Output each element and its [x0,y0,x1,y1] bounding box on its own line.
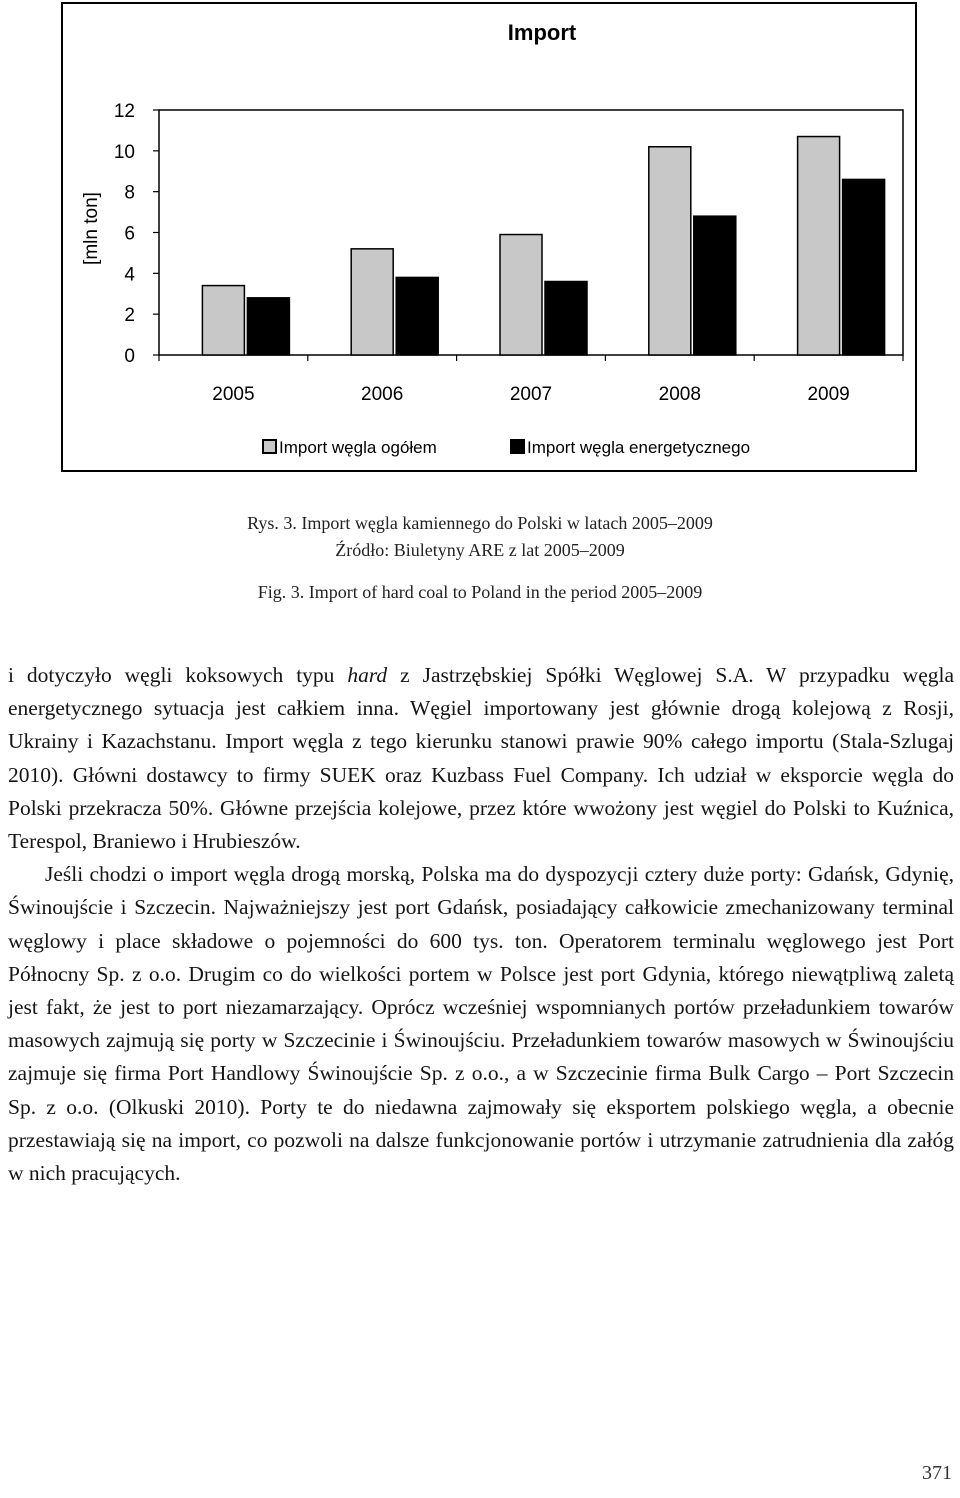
figure-caption-en: Fig. 3. Import of hard coal to Poland in the period 2005–2009 [257,582,703,602]
x-tick-label: 2006 [361,384,404,405]
legend-swatch [511,440,524,453]
y-tick-label: 10 [113,141,135,163]
import-bar-chart [63,4,915,470]
bar-import-total [500,235,542,355]
paragraph-text: i dotyczyło węgli koksowych typu [8,663,348,687]
paragraph [8,659,954,858]
legend-label: Import węgla energetycznego [527,438,751,457]
bar-import-energy [843,179,885,355]
y-tick-label: 0 [124,346,135,367]
chart-title: Import [507,20,577,45]
figure-source: Źródło: Biuletyny ARE z lat 2005–2009 [335,540,625,560]
italic-term: hard [347,663,388,687]
bar-import-total [649,147,691,355]
bar-import-energy [396,277,438,355]
y-tick-label: 6 [124,223,135,245]
x-tick-label: 2005 [212,384,255,405]
bar-import-total [351,249,393,355]
bar-import-energy [247,298,289,355]
x-tick-label: 2009 [807,384,850,405]
y-axis-label: [mln ton] [81,192,102,265]
bar-import-energy [694,216,736,355]
bar-import-total [202,286,244,355]
bar-import-total [798,137,840,355]
y-tick-label: 4 [124,264,135,286]
legend-label: Import węgla ogółem [279,438,437,457]
page-number: 371 [922,1462,952,1484]
chart-figure [61,2,917,472]
bar-import-energy [545,282,587,356]
x-tick-label: 2007 [509,384,553,405]
figure-caption-pl: Rys. 3. Import węgla kamiennego do Polski w latach 2005–2009 [247,513,713,533]
x-tick-label: 2008 [658,384,701,405]
y-tick-label: 12 [113,101,135,122]
y-tick-label: 8 [124,182,135,204]
y-tick-label: 2 [124,305,135,327]
paragraph: Jeśli chodzi o import węgla drogą morską, Polska ma do dyspozycji cztery duże porty: Gdańsk, Gdynię, Świnoujście i Szczecin. Najważniejszy jest port Gdańsk, posiadający całkowicie zmechanizowany terminal węglowy i place składowe o pojemności do 600 tys. ton. Operatorem terminalu węglowego jest Port Północny Sp. z o.o. Drugim co do wielkości portem w Polsce jest port Gdynia, którego niewątpliwą zaletą jest fakt, że jest to port niezamarzający. Oprócz wcześniej wspomnianych portów przeładunkiem towarów masowych zajmują się porty w Szczecinie i Świnoujściu. Przeładunkiem towarów masowych w Świnoujściu zajmuje się firma Port Handlowy Świnoujście Sp. z o.o., a w Szczecinie firma Bulk Cargo – Port Szczecin Sp. z o.o. (Olkuski 2010). Porty te do niedawna zajmowały się eksportem polskiego węgla, a obecnie przestawiają się na import, co pozwoli na dalsze funkcjonowanie portów i utrzymanie zatrudnienia dla załóg w nich pracujących. [8,862,954,1186]
paragraph-text: z Jastrzębskiej Spółki Węglowej S.A. W przypadku węgla energetycznego sytuacja jest całkiem inna. Węgiel importowany jest głównie drogą kolejową z Rosji, Ukrainy i Kazachstanu. Import węgla z tego kierunku stanowi prawie 90% całego importu (Stala-Szlugaj 2010). Główni dostawcy to firmy SUEK oraz Kuzbass Fuel Company. Ich udział w eksporcie węgla do Polski przekracza 50%. Główne przejścia kolejowe, przez które wwożony jest węgiel do Polski to Kuźnica, Terespol, Braniewo i Hrubieszów. [8,663,955,854]
body-text [8,659,954,1190]
legend-swatch [263,440,276,453]
